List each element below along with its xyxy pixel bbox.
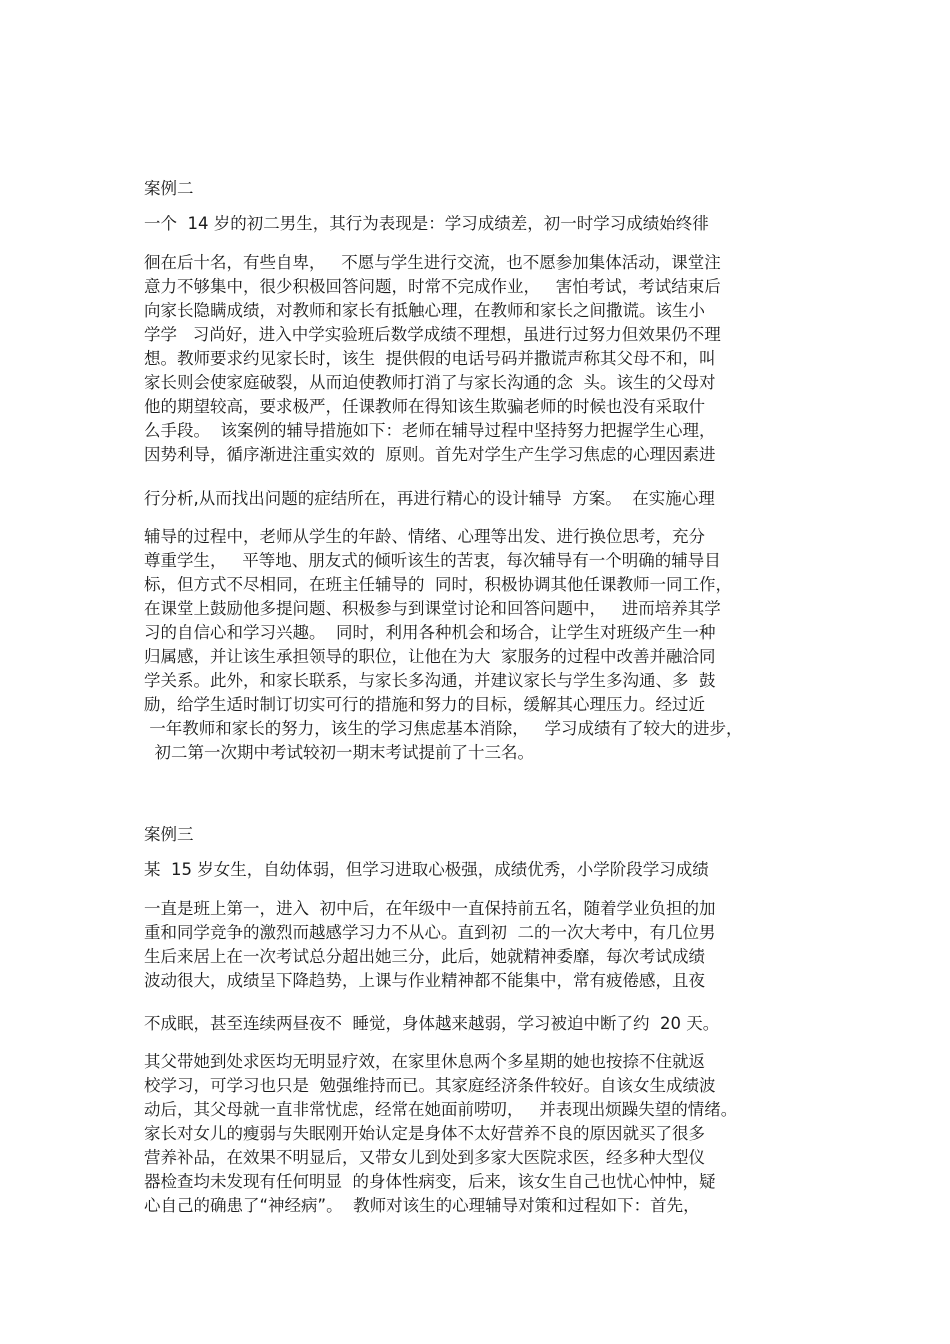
text-line: 尊重学生， 平等地、朋友式的倾听该生的苦衷，每次辅导有一个明确的辅导目: [144, 551, 721, 570]
case2-paragraph-2: [144, 525, 742, 765]
text-line: 其父带她到处求医均无明显疗效，在家里休息两个多星期的她也按捺不住就返: [144, 1052, 705, 1071]
text-line: 归属感，并让该生承担领导的职位，让他在为大 家服务的过程中改善并融洽同: [144, 647, 716, 666]
case2-single-line: [144, 487, 715, 511]
text-line: 意力不够集中，很少积极回答问题，时常不完成作业， 害怕考试，考试结束后: [144, 277, 721, 296]
text-line: 标，但方式不尽相同，在班主任辅导的 同时，积极协调其他任课教师一同工作，: [144, 575, 732, 594]
text-line: 器检查均未发现有任何明显 的身体性病变，后来，该女生自己也忧心忡忡，疑: [144, 1172, 716, 1191]
text-line: 校学习，可学习也只是 勉强维持而已。其家庭经济条件较好。自该女生成绩波: [144, 1076, 716, 1095]
text-line: 行分析,从而找出问题的症结所在，再进行精心的设计辅导 方案。 在实施心理: [144, 489, 715, 508]
text-line: 家长则会使家庭破裂，从而迫使教师打消了与家长沟通的念 头。该生的父母对: [144, 373, 716, 392]
case2-paragraph-1: [144, 251, 721, 467]
text-line: 一个 14 岁的初二男生，其行为表现是：学习成绩差，初一时学习成绩始终徘: [144, 214, 709, 233]
case2-heading: 案例二: [144, 179, 194, 198]
text-line: 么手段。 该案例的辅导措施如下：老师在辅导过程中坚持努力把握学生心理，: [144, 421, 716, 440]
case3-paragraph-1: [144, 897, 716, 993]
text-line: 不成眠，甚至连续两昼夜不 睡觉，身体越来越弱，学习被迫中断了约 20 天。: [144, 1014, 720, 1033]
case3-single-line: [144, 1012, 719, 1036]
text-line: 动后，其父母就一直非常忧虑，经常在她面前唠叨， 并表现出烦躁失望的情绪。: [144, 1100, 738, 1119]
text-line: 波动很大，成绩呈下降趋势，上课与作业精神都不能集中，常有疲倦感，且夜: [144, 971, 705, 990]
text-line: 营养补品，在效果不明显后，又带女儿到处到多家大医院求医，经多种大型仪: [144, 1148, 705, 1167]
text-line: 习的自信心和学习兴趣。 同时，利用各种机会和场合，让学生对班级产生一种: [144, 623, 716, 642]
text-line: 心自己的确患了“神经病”。 教师对该生的心理辅导对策和过程如下：首先，: [144, 1196, 700, 1215]
case3-heading: 案例三: [144, 825, 194, 844]
text-line: 辅导的过程中，老师从学生的年龄、情绪、心理等出发、进行换位思考，充分: [144, 527, 705, 546]
text-line: 励，给学生适时制订切实可行的措施和努力的目标，缓解其心理压力。经过近: [144, 695, 705, 714]
text-line: 学关系。此外，和家长联系，与家长多沟通，并建议家长与学生多沟通、多 鼓: [144, 671, 716, 690]
text-line: 因势利导，循序渐进注重实效的 原则。首先对学生产生学习焦虑的心理因素进: [144, 445, 716, 464]
text-line: 重和同学竞争的激烈而越感学习力不从心。直到初 二的一次大考中，有几位男: [144, 923, 716, 942]
text-line: 向家长隐瞒成绩，对教师和家长有抵触心理，在教师和家长之间撒谎。该生小: [144, 301, 705, 320]
text-line: 初二第一次期中考试较初一期末考试提前了十三名。: [144, 743, 534, 762]
text-line: 一年教师和家长的努力，该生的学习焦虑基本消除， 学习成绩有了较大的进步，: [144, 719, 743, 738]
text-line: 学学 习尚好，进入中学实验班后数学成绩不理想，虽进行过努力但效果仍不理: [144, 325, 721, 344]
text-line: 想。教师要求约见家长时，该生 提供假的电话号码并撒谎声称其父母不和，叫: [144, 349, 716, 368]
text-line: 一直是班上第一，进入 初中后，在年级中一直保持前五名，随着学业负担的加: [144, 899, 716, 918]
case3-first-line: [144, 858, 709, 882]
text-line: 徊在后十名，有些自卑， 不愿与学生进行交流，也不愿参加集体活动，课堂注: [144, 253, 721, 272]
text-line: 生后来居上在一次考试总分超出她三分，此后，她就精神委靡，每次考试成绩: [144, 947, 705, 966]
text-line: 在课堂上鼓励他多提问题、积极参与到课堂讨论和回答问题中， 进而培养其学: [144, 599, 721, 618]
text-line: 他的期望较高，要求极严，任课教师在得知该生欺骗老师的时候也没有采取什: [144, 397, 705, 416]
case2-first-line: [144, 212, 709, 236]
text-line: 某 15 岁女生，自幼体弱，但学习进取心极强，成绩优秀，小学阶段学习成绩: [144, 860, 709, 879]
case3-paragraph-2: [144, 1050, 737, 1218]
text-line: 家长对女儿的瘦弱与失眠刚开始认定是身体不太好营养不良的原因就买了很多: [144, 1124, 705, 1143]
